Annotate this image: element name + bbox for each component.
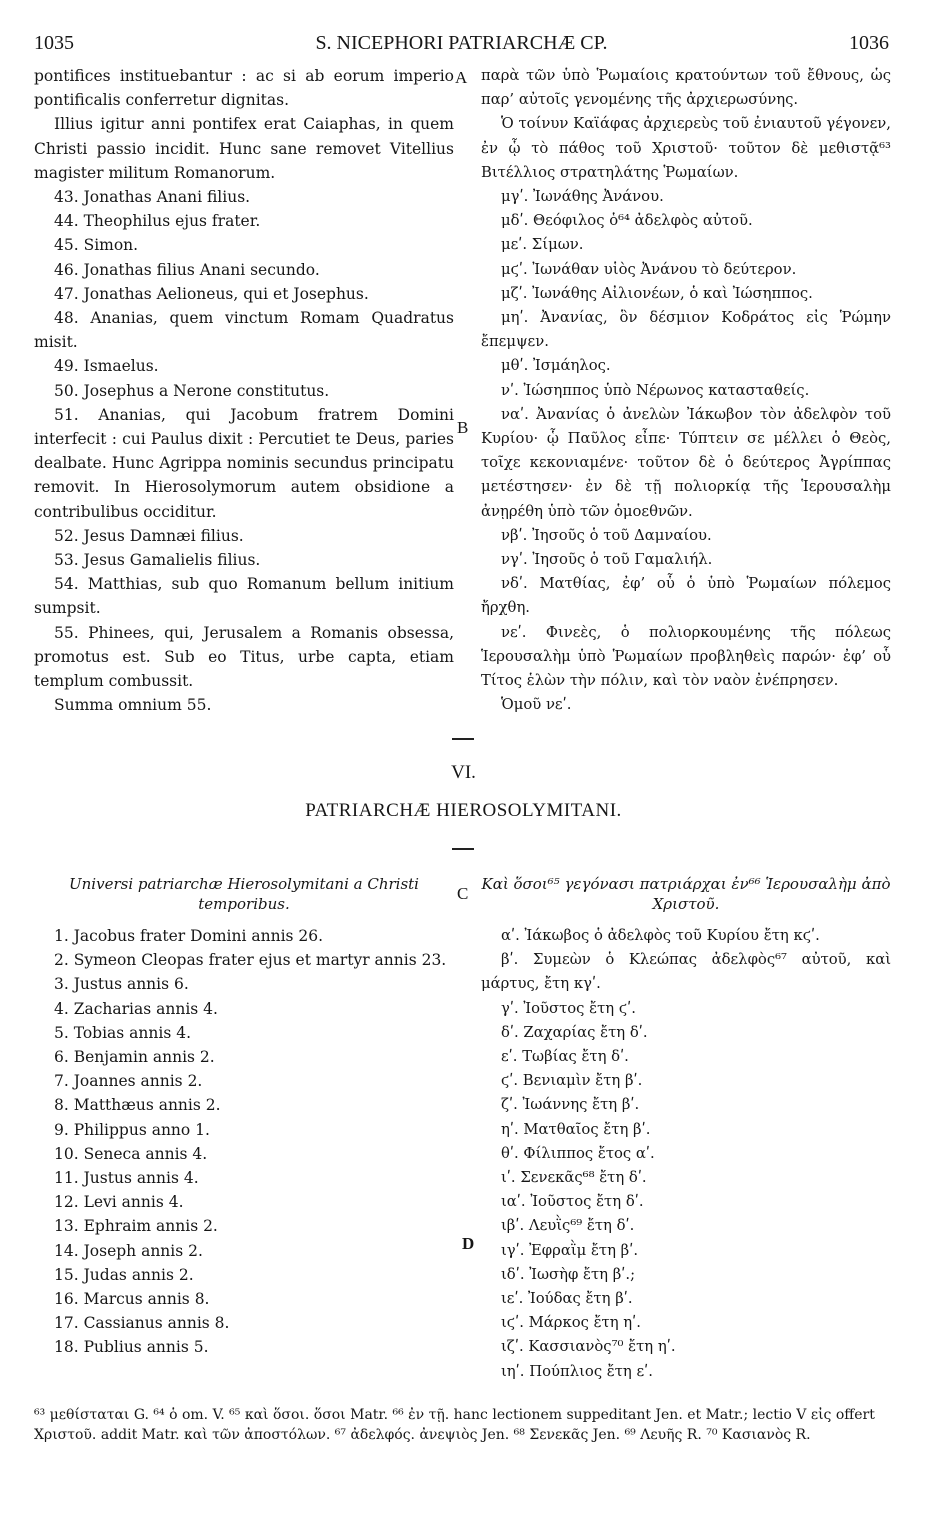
list-item: ηʹ. Ματθαῖος ἔτη βʹ. <box>501 1120 651 1138</box>
latin-list-title: Universi patriarchæ Hierosolymitani a Christi temporibus. <box>69 875 419 913</box>
list-item: νβʹ. Ἰησοῦς ὁ τοῦ Δαμναίου. <box>501 526 712 544</box>
list-item: 14. Joseph annis 2. <box>54 1241 203 1260</box>
list-item: μζʹ. Ἰωνάθης Αἰλιονέων, ὁ καὶ Ἰώσηππος. <box>501 284 813 302</box>
list-item: ιʹ. Σενεκᾶς⁶⁸ ἔτη δʹ. <box>501 1169 647 1187</box>
list-item: εʹ. Τωβίας ἔτη δʹ. <box>501 1048 629 1066</box>
left-page-number: 1035 <box>34 32 74 54</box>
list-item: 10. Seneca annis 4. <box>54 1144 208 1163</box>
margin-mark-c: C <box>457 884 469 903</box>
divider-rule <box>452 738 474 740</box>
list-item: μηʹ. Ἀνανίας, ὃν δέσμιον Κοδράτος εἰς Ῥώμην ἔπεμψεν. <box>481 309 891 351</box>
list-item: 44. Theophilus ejus frater. <box>54 212 261 231</box>
greek-paragraph: παρὰ τῶν ὑπὸ Ῥωμαίοις κρατούντων τοῦ ἔθνους, ὡς παρ’ αὐτοῖς γενομένης τῆς ἀρχιερωσύνης. <box>481 67 891 109</box>
list-item: αʹ. Ἰάκωβος ὁ ἀδελφὸς τοῦ Κυρίου ἔτη κϛʹ. <box>501 927 820 944</box>
list-item: 49. Ismaelus. <box>54 357 159 376</box>
greek-column-bottom <box>481 874 891 1384</box>
list-item: μδʹ. Θεόφιλος ὁ⁶⁴ ἀδελφὸς αὐτοῦ. <box>501 212 753 230</box>
running-title: S. NICEPHORI PATRIARCHÆ CP. <box>315 32 608 54</box>
latin-column-top <box>34 64 454 717</box>
list-item: 3. Justus annis 6. <box>54 975 189 994</box>
list-item: ιδʹ. Ἰωσὴφ ἔτη βʹ.; <box>501 1265 636 1283</box>
list-item: ιβʹ. Λευῒς⁶⁹ ἔτη δʹ. <box>501 1217 635 1235</box>
list-item: ιζʹ. Κασσιανὸς⁷⁰ ἔτη ηʹ. <box>501 1338 676 1356</box>
list-item: ιγʹ. Ἐφραῒμ ἔτη βʹ. <box>501 1241 639 1259</box>
list-item: νγʹ. Ἰησοῦς ὁ τοῦ Γαμαλιήλ. <box>501 551 713 569</box>
running-header <box>34 30 889 64</box>
section-number: VI. <box>451 762 476 783</box>
list-item: ζʹ. Ἰωάννης ἔτη βʹ. <box>501 1096 640 1114</box>
list-item: 48. Ananias, quem vinctum Romam Quadratus misit. <box>34 309 454 352</box>
list-item: 15. Judas annis 2. <box>54 1265 194 1284</box>
section-title: PATRIARCHÆ HIEROSOLYMITANI. <box>305 800 622 821</box>
summary-line: Ὁμοῦ νεʹ. <box>501 696 572 714</box>
list-item: 16. Marcus annis 8. <box>54 1290 210 1309</box>
list-item: μθʹ. Ἰσμάηλος. <box>501 357 611 375</box>
summary-line: Summa omnium 55. <box>54 696 212 715</box>
list-item: 6. Benjamin annis 2. <box>54 1048 215 1067</box>
list-item: ιεʹ. Ἰούδας ἔτη βʹ. <box>501 1290 633 1308</box>
list-item: ναʹ. Ἀνανίας ὁ ἀνελὼν Ἰάκωβον τὸν ἀδελφὸν τοῦ Κυρίου· ᾧ Παῦλος εἶπε· Τύπτειν σε μέλλει ὁ Θεὸς, τοῖχε κεκονιαμένε· τοῦτον δὲ ὁ δεύτερος Ἀγρίππας μετέστησεν· ἐν δὲ τῇ πολιορκίᾳ τῆς Ἱερουσαλὴμ ἀνῃρέθη ὑπὸ τῶν ὁμοεθνῶν. <box>481 405 891 520</box>
latin-paragraph: pontifices instituebantur : ac si ab eorum imperio pontificalis conferretur dignitas. <box>34 67 454 110</box>
list-item: δʹ. Ζαχαρίας ἔτη δʹ. <box>501 1023 648 1041</box>
list-item: ιαʹ. Ἰοῦστος ἔτη δʹ. <box>501 1193 644 1211</box>
footnotes: ⁶³ μεθίσταται G. ⁶⁴ ὁ om. V. ⁶⁵ καὶ ὅσοι. ὅσοι Matr. ⁶⁶ ἐν τῇ. hanc lectionem suppeditant Jen. et Matr.; lectio V εἰς offert Χριστοῦ. addit Matr. καὶ τῶν ἀποστόλων. ⁶⁷ ἀδελφός. ἀνεψιὸς Jen. ⁶⁸ Σενεκᾶς Jen. ⁶⁹ Λευῆς R. ⁷⁰ Κασιανὸς R. <box>34 1407 875 1443</box>
list-item: 11. Justus annis 4. <box>54 1169 199 1188</box>
greek-paragraph: Ὁ τοίνυν Καϊάφας ἀρχιερεὺς τοῦ ἐνιαυτοῦ γέγονεν, ἐν ᾧ τὸ πάθος τοῦ Χριστοῦ· τοῦτον δὲ μεθιστᾷ⁶³ Βιτέλλιος στρατηλάτης Ῥωμαίων. <box>481 115 891 181</box>
list-item: 1. Jacobus frater Domini annis 26. <box>54 927 324 945</box>
list-item: 46. Jonathas filius Anani secundo. <box>54 260 320 279</box>
greek-list-title: Καὶ ὅσοι⁶⁵ γεγόνασι πατριάρχαι ἐν⁶⁶ Ἱερουσαλὴμ ἀπὸ Χριστοῦ. <box>481 875 891 913</box>
list-item: μγʹ. Ἰωνάθης Ἀνάνου. <box>501 188 664 206</box>
list-item: νεʹ. Φινεὲς, ὁ πολιορκουμένης τῆς πόλεως Ἱερουσαλὴμ ὑπὸ Ῥωμαίων προβληθεὶς παρών· ἐφ’ οὗ Τίτος ἑλὼν τὴν πόλιν, καὶ τὸν ναὸν ἐνέπρησεν. <box>481 623 891 690</box>
list-item: 9. Philippus anno 1. <box>54 1120 210 1139</box>
list-item: βʹ. Συμεὼν ὁ Κλεώπας ἀδελφὸς⁶⁷ αὐτοῦ, καὶ μάρτυς, ἔτη κγʹ. <box>481 951 891 993</box>
list-item: 55. Phinees, qui, Jerusalem a Romanis obsessa, promotus est. Sub eo Titus, urbe capta, etiam templum combussit. <box>34 623 454 691</box>
divider-rule <box>452 848 474 850</box>
list-item: 17. Cassianus annis 8. <box>54 1314 230 1333</box>
list-item: νδʹ. Ματθίας, ἐφ’ οὗ ὁ ὑπὸ Ῥωμαίων πόλεμος ἤρχθη. <box>481 575 891 617</box>
greek-column-top <box>481 64 891 717</box>
list-item: θʹ. Φίλιππος ἔτος αʹ. <box>501 1144 655 1162</box>
list-item: ιηʹ. Πούπλιος ἔτη εʹ. <box>501 1362 653 1380</box>
list-item: 54. Matthias, sub quo Romanum bellum initium sumpsit. <box>34 575 454 618</box>
list-item: 52. Jesus Damnæi filius. <box>54 526 244 545</box>
list-item: 2. Symeon Cleopas frater ejus et martyr annis 23. <box>54 951 447 970</box>
list-item: 50. Josephus a Nerone constitutus. <box>54 381 330 400</box>
margin-mark-b: B <box>457 418 469 437</box>
list-item: 13. Ephraim annis 2. <box>54 1217 218 1236</box>
right-page-number: 1036 <box>849 32 889 54</box>
list-item: μϛʹ. Ἰωνάθαν υἱὸς Ἀνάνου τὸ δεύτερον. <box>501 260 797 278</box>
list-item: γʹ. Ἰοῦστος ἔτη ϛʹ. <box>501 999 636 1017</box>
list-item: 4. Zacharias annis 4. <box>54 999 218 1018</box>
list-item: 51. Ananias, qui Jacobum fratrem Domini interfecit : cui Paulus dixit : Percutiet te Deus, paries dealbate. Hunc Agrippa nominis secundus principatu removit. In Hierosolymorum autem obsidione a contribulibus occiditur. <box>34 405 454 521</box>
margin-mark-d: D <box>462 1234 475 1253</box>
list-item: ϛʹ. Βενιαμὶν ἔτη βʹ. <box>501 1072 643 1090</box>
margin-mark-a: A <box>455 68 468 87</box>
list-item: νʹ. Ἰώσηππος ὑπὸ Νέρωνος κατασταθείς. <box>501 381 810 399</box>
list-item: 12. Levi annis 4. <box>54 1193 184 1212</box>
list-item: 47. Jonathas Aelioneus, qui et Josephus. <box>54 284 369 303</box>
list-item: μεʹ. Σίμων. <box>501 236 584 254</box>
list-item: 43. Jonathas Anani filius. <box>54 188 251 207</box>
list-item: 18. Publius annis 5. <box>54 1338 209 1357</box>
latin-paragraph: Illius igitur anni pontifex erat Caiaphas, in quem Christi passio incidit. Hunc sane removet Vitellius magister militum Romanorum. <box>34 115 454 182</box>
list-item: ιϛʹ. Μάρκος ἔτη ηʹ. <box>501 1314 641 1332</box>
list-item: 5. Tobias annis 4. <box>54 1023 192 1042</box>
latin-column-bottom <box>34 874 454 1360</box>
list-item: 45. Simon. <box>54 236 139 255</box>
list-item: 7. Joannes annis 2. <box>54 1072 203 1091</box>
list-item: 53. Jesus Gamalielis filius. <box>54 551 261 570</box>
list-item: 8. Matthæus annis 2. <box>54 1096 221 1115</box>
